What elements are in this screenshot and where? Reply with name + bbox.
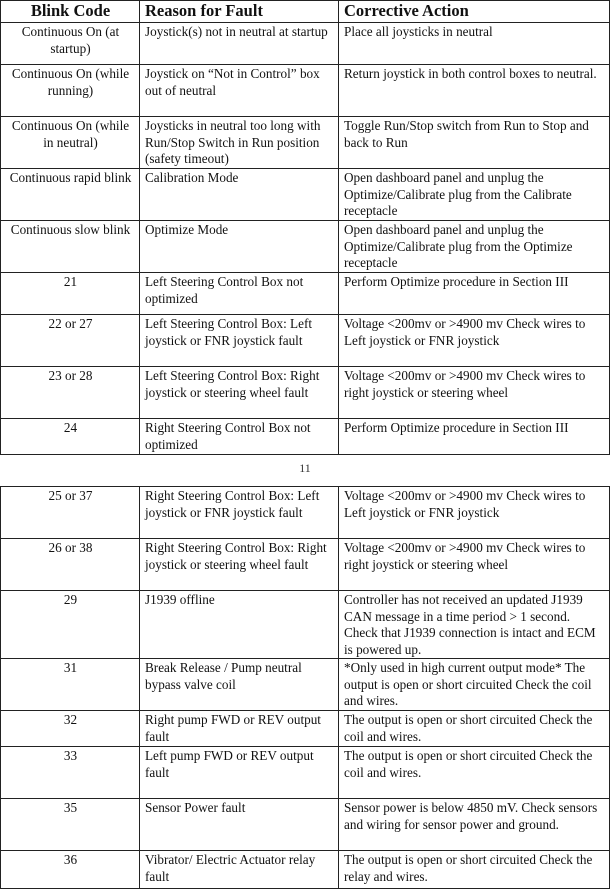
reason-cell: Right Steering Control Box: Left joystick or FNR joystick fault <box>140 487 339 539</box>
reason-cell: Break Release / Pump neutral bypass valve coil <box>140 659 339 711</box>
blink-code-cell: 24 <box>1 419 140 455</box>
blink-code-cell: 25 or 37 <box>1 487 140 539</box>
reason-cell: Optimize Mode <box>140 221 339 273</box>
blink-code-cell: 32 <box>1 711 140 747</box>
table-row <box>1 419 610 455</box>
table-row <box>1 65 610 117</box>
action-cell: Place all joysticks in neutral <box>339 23 610 65</box>
table-row <box>1 117 610 169</box>
header-reason: Reason for Fault <box>140 1 339 23</box>
action-cell: The output is open or short circuited Check the relay and wires. <box>339 851 610 889</box>
reason-cell: Calibration Mode <box>140 169 339 221</box>
table-row <box>1 659 610 711</box>
blink-code-cell: 22 or 27 <box>1 315 140 367</box>
page-number: 11 <box>299 461 311 475</box>
table-row <box>1 221 610 273</box>
reason-cell: Left pump FWD or REV output fault <box>140 747 339 799</box>
table-row <box>1 23 610 65</box>
blink-code-cell: 29 <box>1 591 140 659</box>
action-cell: The output is open or short circuited Check the coil and wires. <box>339 711 610 747</box>
table-row <box>1 747 610 799</box>
table-row <box>1 851 610 889</box>
blink-code-cell: 21 <box>1 273 140 315</box>
blink-code-cell: Continuous On (while running) <box>1 65 140 117</box>
table-row <box>1 273 610 315</box>
action-cell: *Only used in high current output mode* The output is open or short circuited Check the coil and wires. <box>339 659 610 711</box>
reason-cell: Joystick(s) not in neutral at startup <box>140 23 339 65</box>
reason-cell: J1939 offline <box>140 591 339 659</box>
reason-cell: Left Steering Control Box not optimized <box>140 273 339 315</box>
table-row <box>1 315 610 367</box>
reason-cell: Right Steering Control Box: Right joystick or steering wheel fault <box>140 539 339 591</box>
blink-code-cell: Continuous slow blink <box>1 221 140 273</box>
blink-code-cell: Continuous On (while in neutral) <box>1 117 140 169</box>
action-cell: Return joystick in both control boxes to neutral. <box>339 65 610 117</box>
blink-code-cell: 35 <box>1 799 140 851</box>
action-cell: Perform Optimize procedure in Section III <box>339 273 610 315</box>
table-row <box>1 487 610 539</box>
blink-code-cell: 33 <box>1 747 140 799</box>
table-row <box>1 711 610 747</box>
action-cell: Sensor power is below 4850 mV. Check sensors and wiring for sensor power and ground. <box>339 799 610 851</box>
action-cell: Voltage <200mv or >4900 mv Check wires to right joystick or steering wheel <box>339 539 610 591</box>
reason-cell: Left Steering Control Box: Right joystick or steering wheel fault <box>140 367 339 419</box>
action-cell: Open dashboard panel and unplug the Optimize/Calibrate plug from the Optimize receptacle <box>339 221 610 273</box>
table-row <box>1 169 610 221</box>
blink-code-cell: 23 or 28 <box>1 367 140 419</box>
action-cell: Controller has not received an updated J1939 CAN message in a time period > 1 second. Check that J1939 connection is intact and ECM is powered up. <box>339 591 610 659</box>
blink-code-cell: 36 <box>1 851 140 889</box>
table-row <box>1 799 610 851</box>
action-cell: Voltage <200mv or >4900 mv Check wires to Left joystick or FNR joystick <box>339 315 610 367</box>
action-cell: Voltage <200mv or >4900 mv Check wires to Left joystick or FNR joystick <box>339 487 610 539</box>
reason-cell: Left Steering Control Box: Left joystick or FNR joystick fault <box>140 315 339 367</box>
blink-code-cell: 31 <box>1 659 140 711</box>
action-cell: Open dashboard panel and unplug the Optimize/Calibrate plug from the Calibrate receptacle <box>339 169 610 221</box>
table-row <box>1 367 610 419</box>
blink-code-cell: 26 or 38 <box>1 539 140 591</box>
reason-cell: Right Steering Control Box not optimized <box>140 419 339 455</box>
reason-cell: Vibrator/ Electric Actuator relay fault <box>140 851 339 889</box>
reason-cell: Right pump FWD or REV output fault <box>140 711 339 747</box>
action-cell: Toggle Run/Stop switch from Run to Stop and back to Run <box>339 117 610 169</box>
header-blink-code: Blink Code <box>1 1 140 23</box>
table-row <box>1 539 610 591</box>
reason-cell: Joystick on “Not in Control” box out of neutral <box>140 65 339 117</box>
table-row <box>1 591 610 659</box>
header-action: Corrective Action <box>339 1 610 23</box>
blink-code-cell: Continuous rapid blink <box>1 169 140 221</box>
fault-table-bottom <box>0 486 610 889</box>
blink-code-cell: Continuous On (at startup) <box>1 23 140 65</box>
reason-cell: Sensor Power fault <box>140 799 339 851</box>
action-cell: Perform Optimize procedure in Section III <box>339 419 610 455</box>
action-cell: Voltage <200mv or >4900 mv Check wires to right joystick or steering wheel <box>339 367 610 419</box>
action-cell: The output is open or short circuited Check the coil and wires. <box>339 747 610 799</box>
reason-cell: Joysticks in neutral too long with Run/Stop Switch in Run position (safety timeout) <box>140 117 339 169</box>
